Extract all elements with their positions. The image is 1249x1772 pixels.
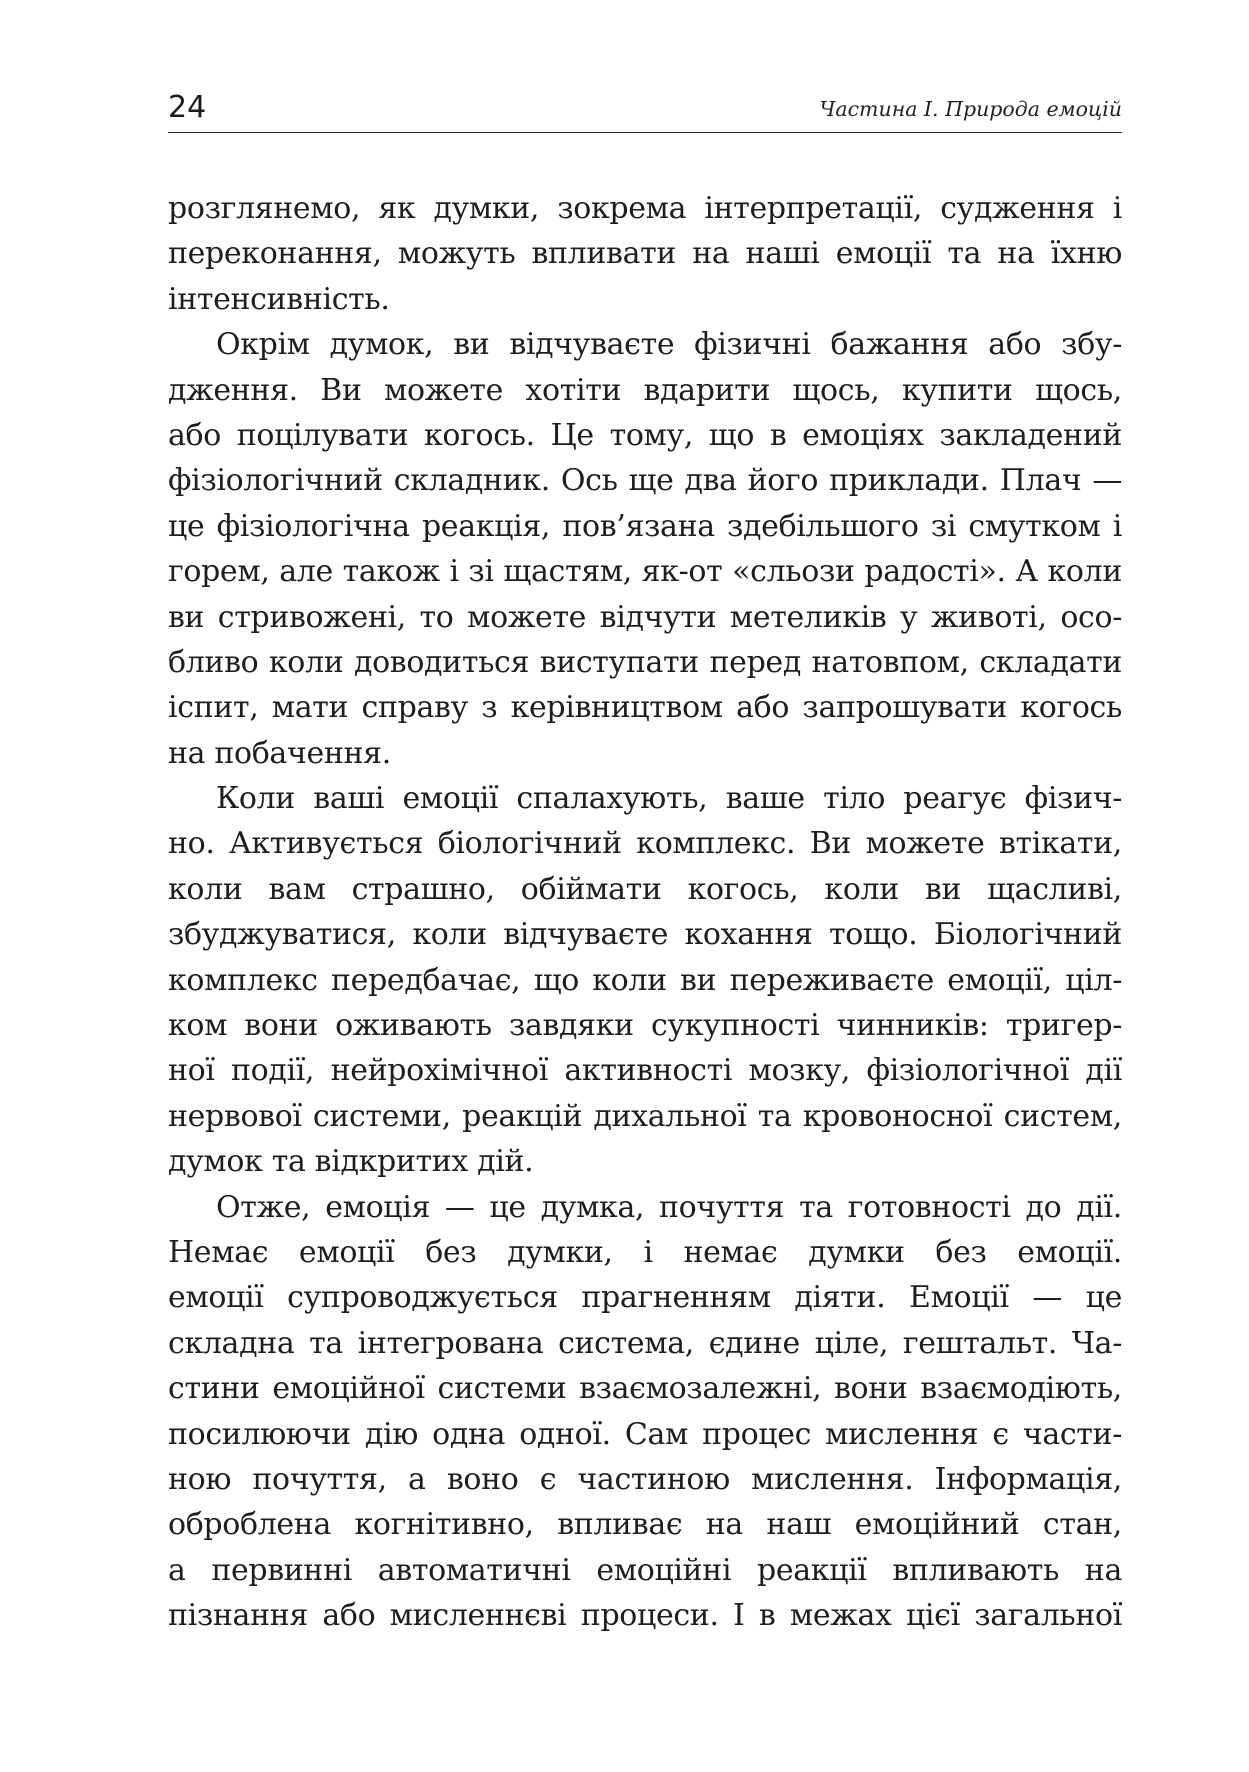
text-line: Окрім думок, ви відчуваєте фізичні бажання або збу- bbox=[216, 327, 1122, 363]
text-line: Отже, емоція — це думка, почуття та готовності до дії. bbox=[216, 1189, 1122, 1225]
text-line: ною почуття, а воно є частиною мислення. Інформація, bbox=[168, 1461, 1122, 1497]
text-line: переконання, можуть впливати на наші емоції та на їхню bbox=[168, 236, 1122, 272]
paragraph bbox=[168, 322, 1122, 776]
text-line: комплекс передбачає, що коли ви переживаєте емоції, ціл- bbox=[168, 962, 1122, 998]
text-line: бливо коли доводиться виступати перед натовпом, складати bbox=[168, 644, 1122, 680]
text-line: Коли ваші емоції спалахують, ваше тіло реагує фізич- bbox=[216, 781, 1122, 817]
text-line: пізнання або мисленнєві процеси. І в межах цієї загальної bbox=[168, 1598, 1122, 1634]
text-line: оброблена когнітивно, впливає на наш емоційний стан, bbox=[168, 1507, 1122, 1543]
text-line: коли вам страшно, обіймати когось, коли ви щасливі, bbox=[168, 871, 1122, 907]
text-line: фізіологічний складник. Ось ще два його приклади. Плач — bbox=[168, 463, 1122, 499]
text-line: або поцілувати когось. Це тому, що в емоціях закладений bbox=[168, 417, 1122, 453]
text-line: стини емоційної системи взаємозалежні, вони взаємодіють, bbox=[168, 1371, 1122, 1407]
body-text bbox=[168, 186, 1122, 1639]
page-number: 24 bbox=[168, 90, 207, 125]
text-line: Немає емоції без думки, і немає думки без емоції. bbox=[168, 1234, 1122, 1270]
text-line: це фізіологічна реакція, пов’язана здебільшого зі смутком і bbox=[168, 508, 1122, 544]
text-line: розглянемо, як думки, зокрема інтерпретації, судження і bbox=[168, 191, 1122, 226]
text-line: думок та відкритих дій. bbox=[168, 1144, 534, 1180]
text-line: а первинні автоматичні емоційні реакції впливають на bbox=[168, 1552, 1122, 1588]
text-line: ної події, нейрохімічної активності мозку, фізіологічної дії bbox=[168, 1053, 1122, 1089]
text-line: збуджуватися, коли відчуваєте кохання тощо. Біологічний bbox=[168, 917, 1122, 953]
text-line: горем, але також і зі щастям, як-от «сльози радості». А коли bbox=[168, 554, 1122, 590]
text-line: на побачення. bbox=[168, 735, 391, 771]
text-line: но. Активується біологічний комплекс. Ви можете втікати, bbox=[168, 826, 1122, 862]
paragraph bbox=[168, 776, 1122, 1185]
text-line: ком вони оживають завдяки сукупності чинників: тригер- bbox=[168, 1008, 1122, 1044]
text-line: дження. Ви можете хотіти вдарити щось, купити щось, bbox=[168, 372, 1122, 408]
text-line: посилюючи дію одна одної. Сам процес мислення є части- bbox=[168, 1416, 1122, 1452]
text-line: ви стривожені, то можете відчути метеликів у животі, осо- bbox=[168, 599, 1122, 635]
text-line: нервової системи, реакцій дихальної та кровоносної систем, bbox=[168, 1098, 1122, 1134]
text-line: емоції супроводжується прагненням діяти. Емоції — це bbox=[168, 1280, 1122, 1316]
text-line: складна та інтегрована система, єдине ціле, гештальт. Ча- bbox=[168, 1325, 1122, 1361]
running-head: Частина I. Природа емоцій bbox=[819, 97, 1122, 121]
paragraph bbox=[168, 1185, 1122, 1639]
text-line: інтенсивність. bbox=[168, 281, 390, 317]
paragraph bbox=[168, 186, 1122, 322]
page-header bbox=[168, 90, 1122, 133]
text-line: іспит, мати справу з керівництвом або запрошувати когось bbox=[168, 690, 1122, 726]
